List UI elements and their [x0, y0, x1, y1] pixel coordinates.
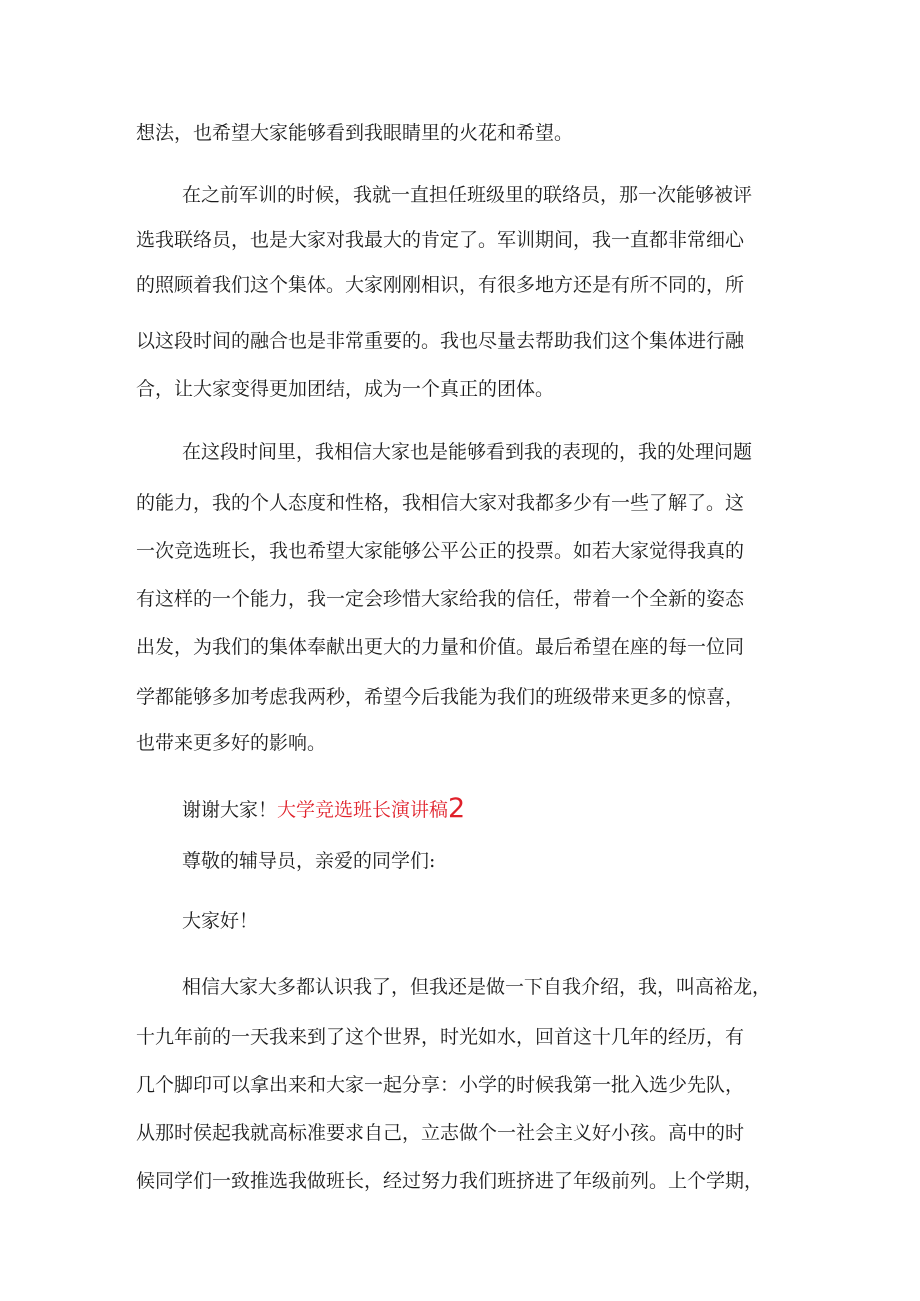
- paragraph-line: 出发，为我们的集体奉献出更大的力量和价值。最后希望在座的每一位同: [136, 636, 745, 658]
- paragraph-line: 以这段时间的融合也是非常重要的。我也尽量去帮助我们这个集体进行融: [136, 330, 745, 352]
- paragraph-line: 学都能够多加考虑我两秒，希望今后我能为我们的班级带来更多的惊喜，: [136, 686, 745, 708]
- paragraph-line: 想法，也希望大家能够看到我眼睛里的火花和希望。: [136, 122, 574, 144]
- thanks-text: 谢谢大家！: [182, 799, 278, 821]
- greeting-line: 尊敬的辅导员，亲爱的同学们:: [182, 850, 436, 872]
- paragraph-line: 有这样的一个能力，我一定会珍惜大家给我的信任，带着一个全新的姿态: [136, 588, 745, 610]
- paragraph-line: 几个脚印可以拿出来和大家一起分享：小学的时候我第一批入选少先队，: [136, 1074, 745, 1096]
- paragraph-line: 也带来更多好的影响。: [136, 732, 327, 754]
- hello-line: 大家好！: [182, 910, 259, 932]
- paragraph-line: 一次竞选班长，我也希望大家能够公平公正的投票。如若大家觉得我真的: [136, 540, 745, 562]
- section-heading: 大学竞选班长演讲稿: [277, 799, 449, 821]
- paragraph-line: 相信大家大多都认识我了，但我还是做一下自我介绍，我，叫高裕龙，: [182, 976, 772, 998]
- paragraph-line: 的能力，我的个人态度和性格，我相信大家对我都多少有一些了解了。这: [136, 492, 745, 514]
- paragraph-line: 在之前军训的时候，我就一直担任班级里的联络员，那一次能够被评: [182, 184, 753, 206]
- paragraph-line: 在这段时间里，我相信大家也是能够看到我的表现的，我的处理问题: [182, 441, 753, 463]
- paragraph-line: 选我联络员，也是大家对我最大的肯定了。军训期间，我一直都非常细心: [136, 229, 745, 251]
- paragraph-line: 合，让大家变得更加团结，成为一个真正的团体。: [136, 378, 555, 400]
- heading-line: [182, 793, 465, 823]
- paragraph-line: 十九年前的一天我来到了这个世界，时光如水，回首这十几年的经历，有: [136, 1026, 745, 1048]
- paragraph-line: 的照顾着我们这个集体。大家刚刚相识，有很多地方还是有所不同的，所: [136, 274, 745, 296]
- section-number: 2: [448, 793, 466, 824]
- paragraph-line: 候同学们一致推选我做班长，经过努力我们班挤进了年级前列。上个学期，: [136, 1170, 764, 1192]
- paragraph-line: 从那时侯起我就高标准要求自己，立志做个一社会主义好小孩。高中的时: [136, 1122, 745, 1144]
